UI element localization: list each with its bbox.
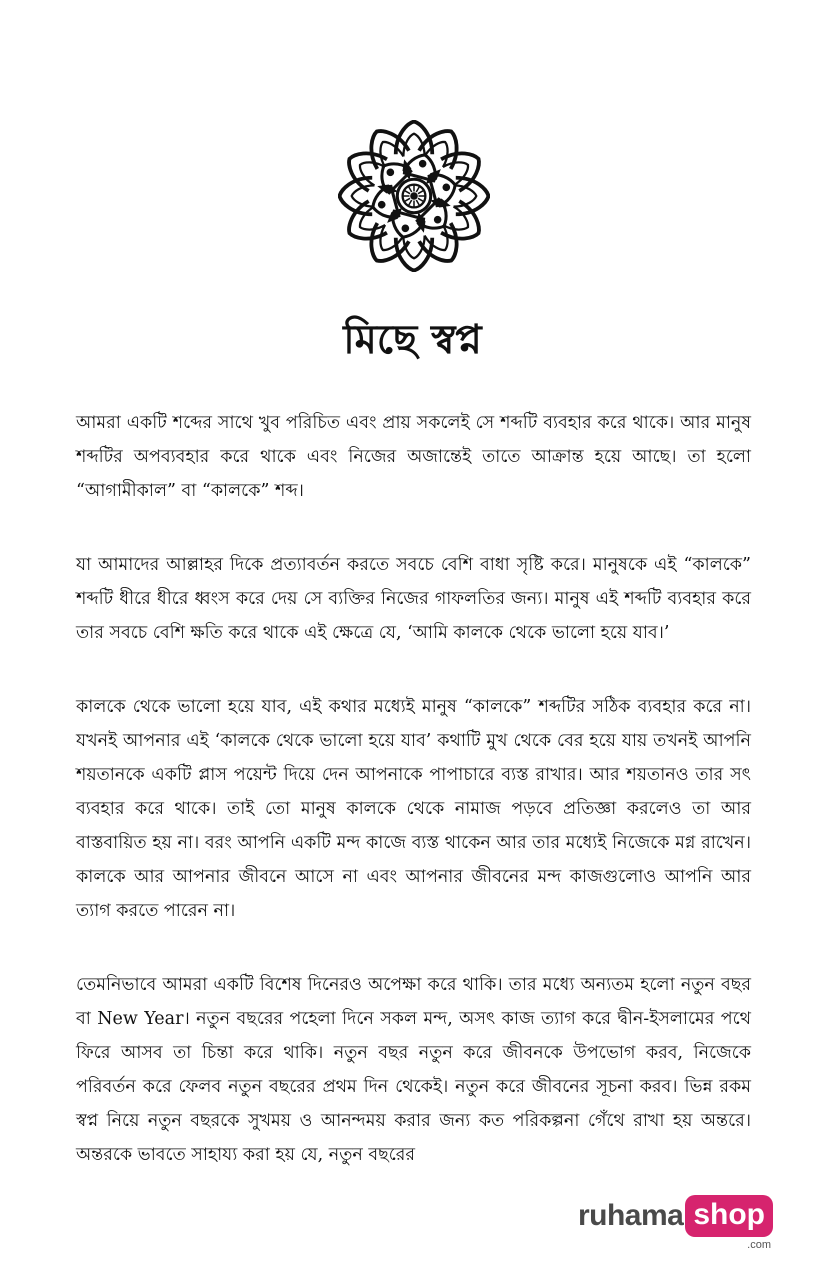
body-text [76, 406, 751, 1212]
watermark-shop: shop [693, 1198, 765, 1231]
paragraph-4: তেমনিভাবে আমরা একটি বিশেষ দিনেরও অপেক্ষা করে থাকি। তার মধ্যে অন্যতম হলো নতুন বছর বা New Year। নতুন বছরের পহেলা দিনে সকল মন্দ, অসৎ কাজ ত্যাগ করে দ্বীন-ইসলামের পথে ফিরে আসব তা চিন্তা করে থাকি। নতুন বছর নতুন করে জীবনকে উপভোগ করব, নিজেকে পরিবর্তন করে ফেলব নতুন বছরের প্রথম দিন থেকেই। নতুন করে জীবনের সূচনা করব। ভিন্ন রকম স্বপ্ন নিয়ে নতুন বছরকে সুখময় ও আনন্দময় করার জন্য কত পরিকল্পনা গেঁথে রাখা হয় অন্তরে। অন্তরকে ভাবতে সাহায্য করা হয় যে, নতুন বছরের [76, 975, 751, 1165]
watermark-brand: ruhama [577, 1199, 684, 1232]
paragraph-3: কালকে থেকে ভালো হয়ে যাব, এই কথার মধ্যেই মানুষ “কালকে” শব্দটির সঠিক ব্যবহার করে না। যখনই আপনার এই ‘কালকে থেকে ভালো হয়ে যাব’ কথাটি মুখ থেকে বের হয়ে যায় তখনই আপনি শয়তানকে একটি প্লাস পয়েন্ট দিয়ে দেন আপনাকে পাপাচারে ব্যস্ত রাখার। আর শয়তানও তার সৎ ব্যবহার করে থাকে। তাই তো মানুষ কালকে থেকে নামাজ পড়বে প্রতিজ্ঞা করলেও তা আর বাস্তবায়িত হয় না। বরং আপনি একটি মন্দ কাজে ব্যস্ত থাকেন আর তার মধ্যেই নিজেকে মগ্ন রাখেন। কালকে আর আপনার জীবনে আসে না এবং আপনার জীবনের মন্দ কাজগুলোও আপনি আর ত্যাগ করতে পারেন না। [76, 697, 751, 921]
watermark-shop-badge [685, 1195, 773, 1251]
watermark-domain: .com [747, 1239, 771, 1251]
chapter-title: মিছে স্বপ্ন [343, 316, 482, 363]
paragraph-2: যা আমাদের আল্লাহর দিকে প্রত্যাবর্তন করতে সবচে বেশি বাধা সৃষ্টি করে। মানুষকে এই “কালকে” শব্দটি ধীরে ধীরে ধ্বংস করে দেয় সে ব্যক্তির নিজের গাফলতির জন্য। মানুষ এই শব্দটি ব্যবহার করে তার সবচে বেশি ক্ষতি করে থাকে এই ক্ষেত্রে যে, ‘আমি কালকে থেকে ভালো হয়ে যাব।’ [76, 555, 751, 643]
mandala-ornament-icon [338, 120, 490, 272]
ruhamashop-watermark-logo [577, 1191, 773, 1251]
paragraph-1: আমরা একটি শব্দের সাথে খুব পরিচিত এবং প্রায় সকলেই সে শব্দটি ব্যবহার করে থাকে। আর মানুষ শব্দটির অপব্যবহার করে থাকে এবং নিজের অজান্তেই তাতে আক্রান্ত হয়ে আছে। তা হলো “আগামীকাল” বা “কালকে” শব্দ। [76, 413, 751, 501]
